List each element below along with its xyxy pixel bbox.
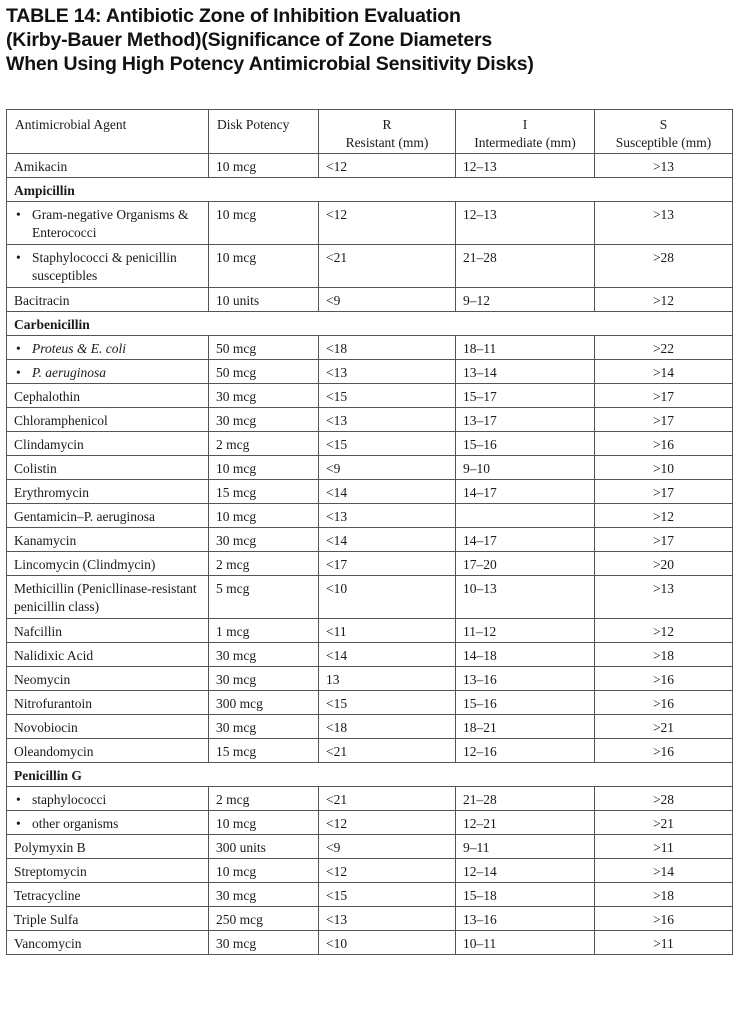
susceptible-cell: >14 (595, 859, 733, 883)
resistant-cell: <14 (319, 528, 456, 552)
resistant-cell: <15 (319, 691, 456, 715)
intermediate-cell: 15–18 (456, 883, 595, 907)
agent-cell: Triple Sulfa (7, 907, 209, 931)
potency-cell: 15 mcg (209, 739, 319, 763)
agent-cell (7, 787, 209, 811)
resistant-cell: <15 (319, 883, 456, 907)
table-row (7, 835, 733, 859)
susceptible-cell: >16 (595, 739, 733, 763)
potency-cell: 10 mcg (209, 456, 319, 480)
resistant-cell: <18 (319, 336, 456, 360)
table-row (7, 931, 733, 955)
potency-cell: 10 mcg (209, 859, 319, 883)
intermediate-cell: 9–11 (456, 835, 595, 859)
group-label: Carbenicillin (7, 312, 733, 336)
group-row (7, 312, 733, 336)
intermediate-cell: 14–17 (456, 480, 595, 504)
potency-cell: 30 mcg (209, 643, 319, 667)
table-row (7, 883, 733, 907)
table-row (7, 154, 733, 178)
intermediate-cell: 13–14 (456, 360, 595, 384)
potency-cell: 10 units (209, 288, 319, 312)
intermediate-cell: 13–16 (456, 907, 595, 931)
susceptible-cell: >12 (595, 619, 733, 643)
agent-cell: Bacitracin (7, 288, 209, 312)
table-row (7, 576, 733, 619)
table-row (7, 384, 733, 408)
susceptible-cell: >21 (595, 811, 733, 835)
header-row (7, 110, 733, 154)
resistant-cell: <9 (319, 288, 456, 312)
resistant-cell: <12 (319, 154, 456, 178)
resistant-cell: <13 (319, 504, 456, 528)
potency-cell: 50 mcg (209, 336, 319, 360)
intermediate-cell (456, 504, 595, 528)
agent-cell: Gentamicin–P. aeruginosa (7, 504, 209, 528)
susceptible-cell: >21 (595, 715, 733, 739)
potency-cell: 300 mcg (209, 691, 319, 715)
agent-text: P. aeruginosa (32, 365, 107, 380)
zone-of-inhibition-table (6, 109, 733, 955)
resistant-cell: <18 (319, 715, 456, 739)
table-row (7, 245, 733, 288)
resistant-cell: <21 (319, 787, 456, 811)
bullet: • (16, 207, 21, 222)
intermediate-cell: 12–13 (456, 202, 595, 245)
table-row (7, 408, 733, 432)
agent-cell: Cephalothin (7, 384, 209, 408)
intermediate-cell: 10–11 (456, 931, 595, 955)
agent-cell: Tetracycline (7, 883, 209, 907)
resistant-cell: <13 (319, 360, 456, 384)
group-label: Penicillin G (7, 763, 733, 787)
resistant-cell: 13 (319, 667, 456, 691)
resistant-cell: <12 (319, 859, 456, 883)
potency-cell: 5 mcg (209, 576, 319, 619)
intermediate-cell: 14–18 (456, 643, 595, 667)
potency-cell: 30 mcg (209, 931, 319, 955)
agent-text: Gram-negative Organisms & Enterococci (32, 207, 189, 240)
resistant-cell: <10 (319, 931, 456, 955)
potency-cell: 30 mcg (209, 667, 319, 691)
table-title-line-1: TABLE 14: Antibiotic Zone of Inhibition Evaluation (6, 5, 461, 27)
resistant-cell: <15 (319, 432, 456, 456)
table-row (7, 552, 733, 576)
intermediate-cell: 11–12 (456, 619, 595, 643)
intermediate-cell: 15–16 (456, 691, 595, 715)
header-intermediate-label: Intermediate (mm) (474, 135, 576, 150)
table-row (7, 643, 733, 667)
intermediate-cell: 14–17 (456, 528, 595, 552)
potency-cell: 30 mcg (209, 408, 319, 432)
header-resistant-label: Resistant (mm) (345, 135, 429, 150)
potency-cell: 2 mcg (209, 432, 319, 456)
group-row (7, 763, 733, 787)
susceptible-cell: >20 (595, 552, 733, 576)
table-row (7, 336, 733, 360)
potency-cell: 10 mcg (209, 245, 319, 288)
agent-cell (7, 202, 209, 245)
header-resistant (319, 110, 456, 154)
agent-cell: Nalidixic Acid (7, 643, 209, 667)
table-row (7, 907, 733, 931)
resistant-cell: <21 (319, 739, 456, 763)
header-susceptible-label: Susceptible (mm) (615, 135, 712, 150)
header-susceptible (595, 110, 733, 154)
resistant-cell: <13 (319, 907, 456, 931)
susceptible-cell: >13 (595, 202, 733, 245)
header-intermediate-letter: I (522, 117, 528, 132)
resistant-cell: <17 (319, 552, 456, 576)
agent-cell: Kanamycin (7, 528, 209, 552)
intermediate-cell: 18–11 (456, 336, 595, 360)
intermediate-cell: 17–20 (456, 552, 595, 576)
agent-text: Proteus & E. coli (32, 341, 126, 356)
bullet: • (16, 792, 21, 807)
header-potency (209, 110, 319, 154)
bullet: • (16, 341, 21, 356)
agent-text: staphylococci (32, 792, 107, 807)
agent-cell: Streptomycin (7, 859, 209, 883)
potency-cell: 250 mcg (209, 907, 319, 931)
intermediate-cell: 10–13 (456, 576, 595, 619)
potency-cell: 1 mcg (209, 619, 319, 643)
intermediate-cell: 13–17 (456, 408, 595, 432)
table-title (6, 4, 731, 76)
potency-cell: 50 mcg (209, 360, 319, 384)
agent-cell: Clindamycin (7, 432, 209, 456)
agent-cell: Polymyxin B (7, 835, 209, 859)
bullet: • (16, 250, 21, 265)
header-resistant-letter: R (382, 117, 392, 132)
potency-cell: 30 mcg (209, 715, 319, 739)
potency-cell: 10 mcg (209, 811, 319, 835)
potency-cell: 10 mcg (209, 202, 319, 245)
table-row (7, 360, 733, 384)
susceptible-cell: >22 (595, 336, 733, 360)
intermediate-cell: 9–10 (456, 456, 595, 480)
agent-text: other organisms (32, 816, 119, 831)
susceptible-cell: >12 (595, 504, 733, 528)
agent-cell: Erythromycin (7, 480, 209, 504)
susceptible-cell: >28 (595, 245, 733, 288)
susceptible-cell: >11 (595, 931, 733, 955)
agent-cell: Novobiocin (7, 715, 209, 739)
header-intermediate (456, 110, 595, 154)
header-agent (7, 110, 209, 154)
table-title-line-3: When Using High Potency Antimicrobial Sensitivity Disks) (6, 53, 534, 75)
table-row (7, 859, 733, 883)
susceptible-cell: >16 (595, 432, 733, 456)
agent-cell (7, 811, 209, 835)
table-row (7, 715, 733, 739)
agent-text: Staphylococci & penicillin susceptibles (32, 250, 177, 283)
bullet: • (16, 365, 21, 380)
agent-cell: Chloramphenicol (7, 408, 209, 432)
agent-cell: Methicillin (Penicllinase-resistant penicillin class) (7, 576, 209, 619)
susceptible-cell: >12 (595, 288, 733, 312)
agent-cell (7, 245, 209, 288)
susceptible-cell: >28 (595, 787, 733, 811)
intermediate-cell: 15–16 (456, 432, 595, 456)
resistant-cell: <21 (319, 245, 456, 288)
table-row (7, 456, 733, 480)
potency-cell: 2 mcg (209, 787, 319, 811)
susceptible-cell: >18 (595, 883, 733, 907)
header-agent-label: Antimicrobial Agent (15, 117, 127, 132)
agent-cell: Neomycin (7, 667, 209, 691)
resistant-cell: <15 (319, 384, 456, 408)
agent-cell: Nafcillin (7, 619, 209, 643)
susceptible-cell: >17 (595, 384, 733, 408)
potency-cell: 300 units (209, 835, 319, 859)
bullet: • (16, 816, 21, 831)
table-row (7, 480, 733, 504)
table-row (7, 432, 733, 456)
resistant-cell: <12 (319, 811, 456, 835)
resistant-cell: <9 (319, 456, 456, 480)
resistant-cell: <13 (319, 408, 456, 432)
table-row (7, 811, 733, 835)
table-row (7, 504, 733, 528)
header-potency-label: Disk Potency (217, 117, 290, 132)
intermediate-cell: 18–21 (456, 715, 595, 739)
susceptible-cell: >13 (595, 576, 733, 619)
susceptible-cell: >16 (595, 667, 733, 691)
table-row (7, 787, 733, 811)
group-label: Ampicillin (7, 178, 733, 202)
susceptible-cell: >17 (595, 480, 733, 504)
agent-cell: Oleandomycin (7, 739, 209, 763)
table-row (7, 528, 733, 552)
susceptible-cell: >16 (595, 907, 733, 931)
agent-cell: Nitrofurantoin (7, 691, 209, 715)
intermediate-cell: 12–16 (456, 739, 595, 763)
table-row (7, 691, 733, 715)
group-row (7, 178, 733, 202)
intermediate-cell: 13–16 (456, 667, 595, 691)
potency-cell: 10 mcg (209, 504, 319, 528)
susceptible-cell: >18 (595, 643, 733, 667)
intermediate-cell: 12–14 (456, 859, 595, 883)
potency-cell: 30 mcg (209, 528, 319, 552)
resistant-cell: <10 (319, 576, 456, 619)
susceptible-cell: >10 (595, 456, 733, 480)
resistant-cell: <14 (319, 643, 456, 667)
susceptible-cell: >17 (595, 528, 733, 552)
resistant-cell: <11 (319, 619, 456, 643)
agent-cell: Amikacin (7, 154, 209, 178)
table-row (7, 619, 733, 643)
susceptible-cell: >11 (595, 835, 733, 859)
agent-cell (7, 336, 209, 360)
table-row (7, 667, 733, 691)
potency-cell: 2 mcg (209, 552, 319, 576)
agent-cell: Vancomycin (7, 931, 209, 955)
header-susceptible-letter: S (659, 117, 668, 132)
potency-cell: 15 mcg (209, 480, 319, 504)
resistant-cell: <14 (319, 480, 456, 504)
susceptible-cell: >17 (595, 408, 733, 432)
table-title-line-2: (Kirby-Bauer Method)(Significance of Zone Diameters (6, 29, 493, 51)
intermediate-cell: 12–21 (456, 811, 595, 835)
table-row (7, 739, 733, 763)
susceptible-cell: >14 (595, 360, 733, 384)
potency-cell: 30 mcg (209, 883, 319, 907)
table-row (7, 202, 733, 245)
agent-cell: Lincomycin (Clindmycin) (7, 552, 209, 576)
intermediate-cell: 12–13 (456, 154, 595, 178)
intermediate-cell: 9–12 (456, 288, 595, 312)
resistant-cell: <9 (319, 835, 456, 859)
intermediate-cell: 21–28 (456, 245, 595, 288)
resistant-cell: <12 (319, 202, 456, 245)
susceptible-cell: >16 (595, 691, 733, 715)
intermediate-cell: 21–28 (456, 787, 595, 811)
susceptible-cell: >13 (595, 154, 733, 178)
agent-cell: Colistin (7, 456, 209, 480)
agent-cell (7, 360, 209, 384)
potency-cell: 30 mcg (209, 384, 319, 408)
table-row (7, 288, 733, 312)
potency-cell: 10 mcg (209, 154, 319, 178)
intermediate-cell: 15–17 (456, 384, 595, 408)
